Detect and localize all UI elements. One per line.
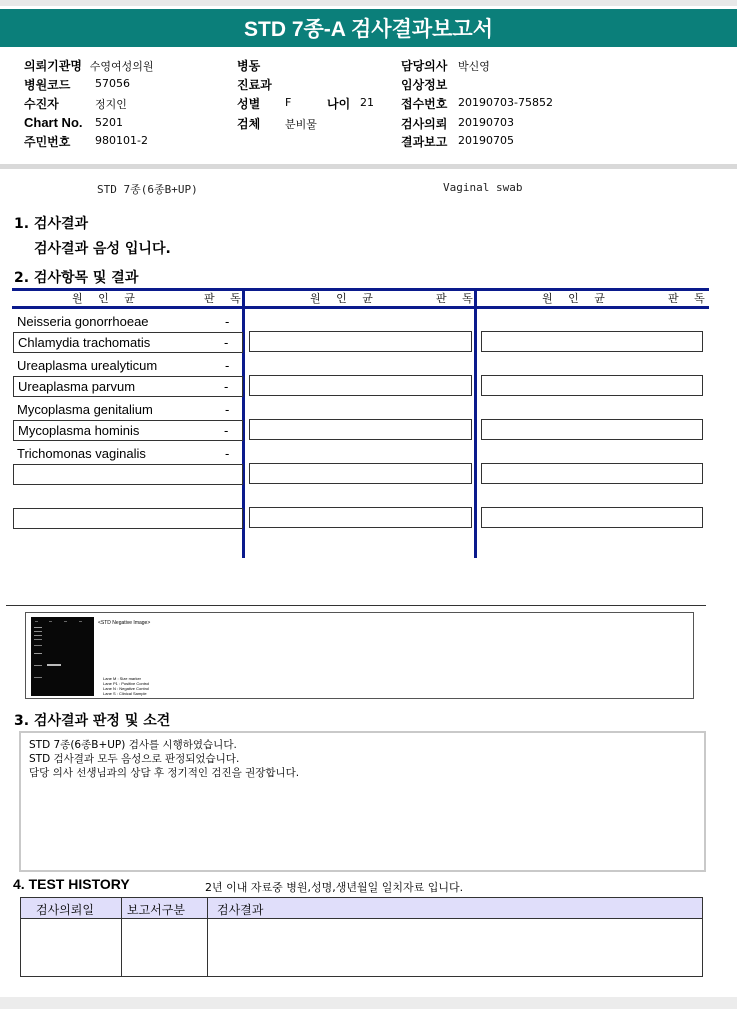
test-name: STD 7종(6종B+UP) xyxy=(97,183,198,196)
history-col-report-type: 보고서구분 xyxy=(127,903,185,917)
receipt-value: 20190703-75852 xyxy=(458,96,553,109)
empty-row xyxy=(481,331,703,352)
specimen-type: Vaginal swab xyxy=(443,181,523,194)
empty-row xyxy=(13,464,243,485)
col-organism-1: 원 인 균 xyxy=(72,292,141,305)
sex-label: 성별 xyxy=(237,97,261,111)
section2-title: 2. 검사항목 및 결과 xyxy=(14,270,139,286)
gel-legend xyxy=(103,676,149,696)
ward-label: 병동 xyxy=(237,59,261,73)
section4-title: 4. TEST HISTORY xyxy=(13,876,130,892)
section1-title: 1. 검사결과 xyxy=(14,216,89,232)
sex-value: F xyxy=(285,96,292,109)
section-divider xyxy=(6,605,706,606)
organism-name: Ureaplasma parvum xyxy=(18,379,136,394)
gel-legend-item: Lane P1 : Positive Control xyxy=(103,681,150,686)
organism-name: Trichomonas vaginalis xyxy=(17,446,146,461)
table-row xyxy=(13,311,243,332)
organism-name: Mycoplasma hominis xyxy=(18,423,140,438)
organism-name: Chlamydia trachomatis xyxy=(18,335,151,350)
history-note: 2년 이내 자료중 병원,성명,생년월일 일치자료 입니다. xyxy=(205,881,464,894)
col-organism-3: 원 인 균 xyxy=(542,292,611,305)
gel-legend-item: Lane S : Clinical Sample xyxy=(103,691,147,696)
request-row xyxy=(401,115,514,132)
specimen-row xyxy=(237,115,317,132)
receipt-label: 접수번호 xyxy=(401,97,448,111)
recipient-value: 정지인 xyxy=(95,98,127,111)
chart-value: 5201 xyxy=(95,116,123,129)
request-label: 검사의뢰 xyxy=(401,117,448,131)
history-col-divider xyxy=(207,898,208,976)
chart-row xyxy=(24,115,123,130)
organism-result: - xyxy=(225,358,230,373)
organism-result: - xyxy=(224,423,229,438)
opinion-line: STD 7종(6종B+UP) 검사를 시행하였습니다. xyxy=(29,739,237,751)
report-label: 결과보고 xyxy=(401,135,448,149)
receipt-row xyxy=(401,95,553,112)
col-judge-1: 판 독 xyxy=(204,292,247,305)
gel-image xyxy=(31,617,94,696)
age-row xyxy=(327,95,374,112)
table-row xyxy=(13,443,243,464)
age-value: 21 xyxy=(360,96,374,109)
bottom-strip xyxy=(0,997,737,1009)
grid-header-rule xyxy=(12,306,709,309)
doctor-label: 담당의사 xyxy=(401,59,448,73)
col-judge-3: 판 독 xyxy=(668,292,711,305)
ward-row xyxy=(237,57,260,74)
empty-row xyxy=(481,375,703,396)
empty-row xyxy=(249,375,472,396)
table-row xyxy=(13,399,243,420)
overall-result: 검사결과 음성 입니다. xyxy=(34,241,171,257)
institution-label: 의뢰기관명 xyxy=(24,59,82,73)
empty-row xyxy=(249,507,472,528)
sex-row xyxy=(237,95,292,112)
hospital-code-row xyxy=(24,76,130,93)
chart-label: Chart No. xyxy=(24,115,83,130)
recipient-row xyxy=(24,95,127,112)
history-header xyxy=(21,898,702,919)
dept-label: 진료과 xyxy=(237,78,272,92)
organism-result: - xyxy=(225,402,230,417)
institution-row xyxy=(24,57,154,74)
specimen-label: 검체 xyxy=(237,117,261,131)
clinical-row xyxy=(401,76,447,93)
table-row xyxy=(13,355,243,376)
organism-result: - xyxy=(224,379,229,394)
history-table xyxy=(20,897,703,977)
report-row xyxy=(401,133,514,150)
top-strip xyxy=(0,0,737,6)
table-row xyxy=(13,376,243,397)
col-judge-2: 판 독 xyxy=(436,292,479,305)
gel-bands xyxy=(31,617,94,696)
gel-legend-item: Lane M : Size marker xyxy=(103,676,142,681)
institution-value: 수영여성의원 xyxy=(89,60,154,73)
opinion-box xyxy=(19,731,706,872)
col-organism-2: 원 인 균 xyxy=(310,292,379,305)
recipient-label: 수진자 xyxy=(24,97,59,111)
organism-result: - xyxy=(225,314,230,329)
age-label: 나이 xyxy=(327,97,351,111)
empty-row xyxy=(249,463,472,484)
organism-name: Neisseria gonorrhoeae xyxy=(17,314,149,329)
resident-value: 980101-2 xyxy=(95,134,148,147)
dept-row xyxy=(237,76,272,93)
table-row xyxy=(13,420,243,441)
resident-label: 주민번호 xyxy=(24,135,71,149)
empty-row xyxy=(481,507,703,528)
organism-result: - xyxy=(225,446,230,461)
resident-row xyxy=(24,133,148,150)
opinion-line: 담당 의사 선생님과의 상담 후 정기적인 검진을 권장합니다. xyxy=(29,767,300,779)
organism-name: Ureaplasma urealyticum xyxy=(17,358,158,373)
empty-row xyxy=(249,419,472,440)
table-row xyxy=(13,332,243,353)
clinical-label: 임상정보 xyxy=(401,78,448,92)
section3-title: 3. 검사결과 판정 및 소견 xyxy=(14,713,171,729)
grid-divider-2 xyxy=(474,288,477,558)
empty-row xyxy=(481,419,703,440)
empty-row xyxy=(13,508,243,529)
history-col-divider xyxy=(121,898,122,976)
history-col-result: 검사결과 xyxy=(217,903,264,917)
empty-row xyxy=(481,463,703,484)
gel-legend-item: Lane N : Negative Control xyxy=(103,686,150,691)
organism-result: - xyxy=(224,335,229,350)
organism-name: Mycoplasma genitalium xyxy=(17,402,153,417)
doctor-row xyxy=(401,57,490,74)
hospital-code-label: 병원코드 xyxy=(24,78,71,92)
opinion-line: STD 검사결과 모두 음성으로 판정되었습니다. xyxy=(29,753,240,765)
history-col-request-date: 검사의뢰일 xyxy=(36,903,94,917)
empty-row xyxy=(249,331,472,352)
report-value: 20190705 xyxy=(458,134,514,147)
report-title: STD 7종-A 검사결과보고서 xyxy=(0,9,737,47)
gel-image-frame xyxy=(25,612,694,699)
doctor-value: 박신영 xyxy=(458,60,490,73)
gel-caption: <STD Negative Image> xyxy=(98,620,151,626)
specimen-value: 분비물 xyxy=(285,118,317,131)
request-value: 20190703 xyxy=(458,116,514,129)
header-divider xyxy=(0,164,737,169)
hospital-code-value: 57056 xyxy=(95,77,130,90)
